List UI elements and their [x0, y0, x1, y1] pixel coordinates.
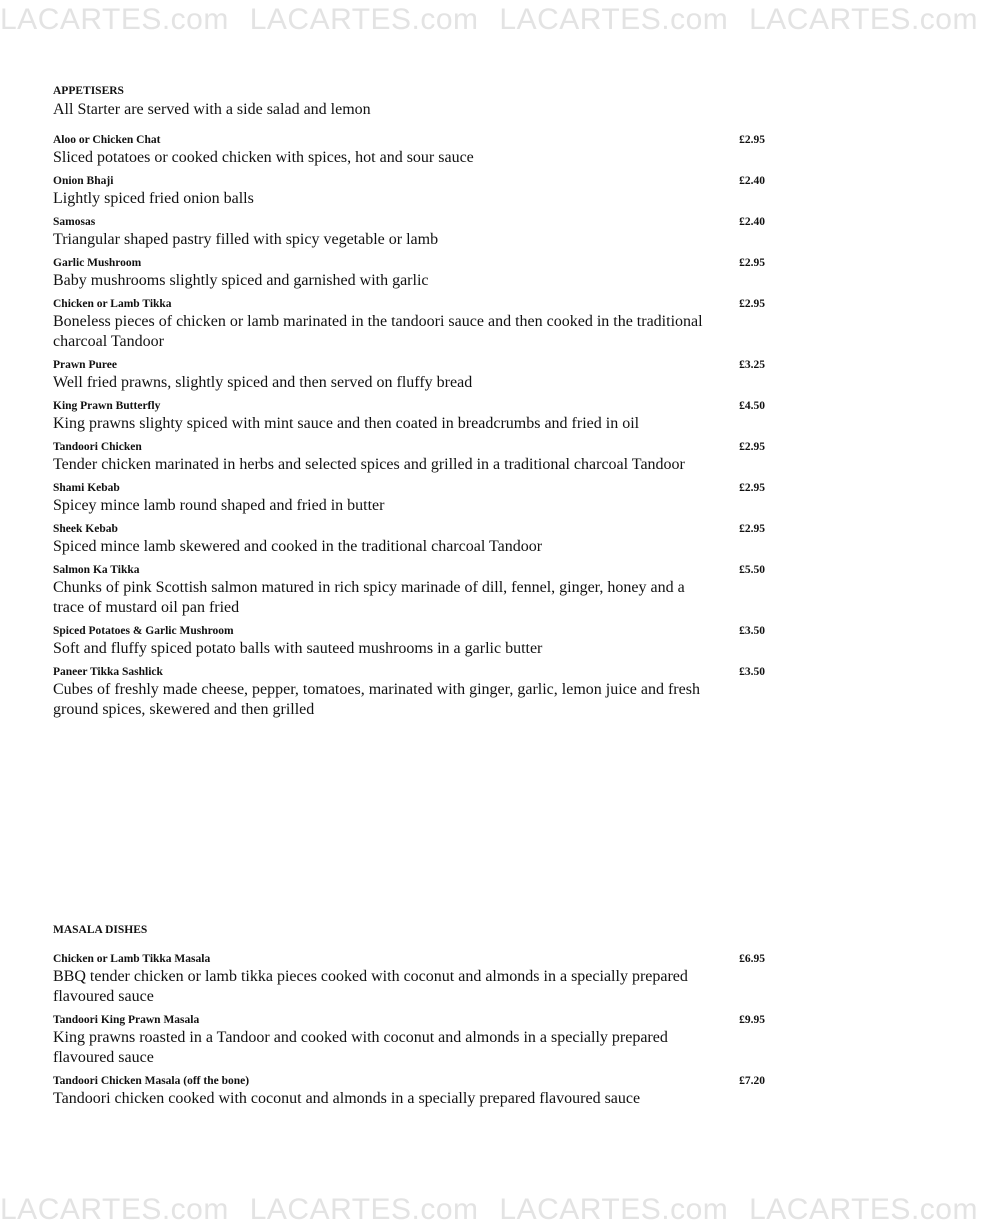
- menu-item-description: Soft and fluffy spiced potato balls with sauteed mushrooms in a garlic butter: [53, 640, 543, 657]
- watermark-text: LACARTES.com: [249, 3, 479, 36]
- menu-item-price: £9.95: [739, 1013, 765, 1026]
- watermark-top: [0, 0, 978, 40]
- menu-item-name: Prawn Puree: [53, 358, 117, 371]
- watermark-text: LACARTES.com: [749, 1193, 978, 1226]
- menu-item-description: Cubes of freshly made cheese, pepper, tomatoes, marinated with ginger, garlic, lemon juice and fresh ground spices, skewered and then grilled: [53, 681, 700, 718]
- menu-item-name: Chicken or Lamb Tikka: [53, 297, 172, 310]
- section-title: MASALA DISHES: [53, 924, 148, 936]
- menu-item: [53, 950, 765, 1011]
- menu-item-header: [53, 1011, 765, 1028]
- menu-item-header: [53, 213, 765, 230]
- menu-item-name: Salmon Ka Tikka: [53, 563, 140, 576]
- menu-item: [53, 663, 765, 724]
- menu-item-description: Sliced potatoes or cooked chicken with spices, hot and sour sauce: [53, 149, 474, 166]
- menu-item-header: [53, 520, 765, 537]
- menu-item: [53, 520, 765, 561]
- menu-item-name: Garlic Mushroom: [53, 256, 142, 269]
- menu-item-price: £2.95: [739, 522, 765, 535]
- menu-item: [53, 479, 765, 520]
- menu-item-price: £7.20: [739, 1074, 765, 1087]
- menu-item-name: Tandoori King Prawn Masala: [53, 1013, 200, 1026]
- menu-item-price: £6.95: [739, 952, 765, 965]
- menu-item: [53, 622, 765, 663]
- menu-item-name: Chicken or Lamb Tikka Masala: [53, 952, 211, 965]
- menu-item-price: £3.50: [739, 665, 765, 678]
- menu-item-name: Aloo or Chicken Chat: [53, 133, 161, 146]
- menu-item-description: King prawns roasted in a Tandoor and cooked with coconut and almonds in a specially prepared flavoured sauce: [53, 1029, 668, 1066]
- menu-item-list: [53, 950, 765, 1113]
- menu-item-name: Spiced Potatoes & Garlic Mushroom: [53, 624, 234, 637]
- menu-item-name: Onion Bhaji: [53, 174, 114, 187]
- menu-item-description: Spicey mince lamb round shaped and fried in butter: [53, 497, 385, 514]
- masala-section: [53, 922, 765, 1113]
- menu-item: [53, 131, 765, 172]
- menu-item-price: £3.25: [739, 358, 765, 371]
- menu-item: [53, 438, 765, 479]
- menu-item-name: Sheek Kebab: [53, 522, 118, 535]
- menu-item-header: [53, 172, 765, 189]
- menu-item: [53, 356, 765, 397]
- menu-item-price: £2.95: [739, 256, 765, 269]
- menu-item-name: Paneer Tikka Sashlick: [53, 665, 163, 678]
- appetisers-section: [53, 83, 765, 724]
- menu-item-header: [53, 356, 765, 373]
- menu-item: [53, 397, 765, 438]
- menu-item-description: Spiced mince lamb skewered and cooked in the traditional charcoal Tandoor: [53, 538, 543, 555]
- menu-item-price: £4.50: [739, 399, 765, 412]
- menu-item: [53, 561, 765, 622]
- menu-item-price: £2.40: [739, 174, 765, 187]
- menu-item-name: Tandoori Chicken Masala (off the bone): [53, 1074, 250, 1087]
- watermark-text: LACARTES.com: [749, 3, 978, 36]
- menu-item-header: [53, 254, 765, 271]
- menu-item-name: King Prawn Butterfly: [53, 399, 161, 412]
- menu-item-header: [53, 397, 765, 414]
- watermark-bottom: [0, 1190, 978, 1230]
- menu-item: [53, 213, 765, 254]
- menu-item-name: Tandoori Chicken: [53, 440, 142, 453]
- menu-item-description: King prawns slighty spiced with mint sauce and then coated in breadcrumbs and fried in oil: [53, 415, 640, 432]
- watermark-text: LACARTES.com: [0, 3, 229, 36]
- menu-item: [53, 1011, 765, 1072]
- menu-item-price: £2.95: [739, 481, 765, 494]
- watermark-text: LACARTES.com: [0, 1193, 229, 1226]
- menu-item-header: [53, 131, 765, 148]
- menu-item-price: £2.95: [739, 440, 765, 453]
- menu-item-description: Chunks of pink Scottish salmon matured in rich spicy marinade of dill, fennel, ginger, honey and a trace of mustard oil pan fried: [53, 579, 685, 616]
- menu-item: [53, 295, 765, 356]
- menu-item-header: [53, 561, 765, 578]
- watermark-text: LACARTES.com: [249, 1193, 479, 1226]
- section-title: APPETISERS: [53, 85, 124, 97]
- menu-item-description: Lightly spiced fried onion balls: [53, 190, 254, 207]
- menu-item-price: £2.95: [739, 133, 765, 146]
- menu-item-description: Well fried prawns, slightly spiced and then served on fluffy bread: [53, 374, 473, 391]
- menu-item: [53, 172, 765, 213]
- menu-item-header: [53, 622, 765, 639]
- menu-item: [53, 254, 765, 295]
- menu-item-price: £2.40: [739, 215, 765, 228]
- menu-item-name: Samosas: [53, 215, 96, 228]
- menu-item-header: [53, 1072, 765, 1089]
- menu-item-name: Shami Kebab: [53, 481, 120, 494]
- menu-item: [53, 1072, 765, 1113]
- menu-item-description: Triangular shaped pastry filled with spicy vegetable or lamb: [53, 231, 439, 248]
- menu-item-price: £5.50: [739, 563, 765, 576]
- watermark-text: LACARTES.com: [499, 3, 729, 36]
- section-note: All Starter are served with a side salad and lemon: [53, 101, 371, 118]
- menu-item-description: Boneless pieces of chicken or lamb marinated in the tandoori sauce and then cooked in the traditional charcoal Tandoor: [53, 313, 703, 350]
- menu-item-price: £3.50: [739, 624, 765, 637]
- menu-item-header: [53, 479, 765, 496]
- watermark-text: LACARTES.com: [499, 1193, 729, 1226]
- menu-item-description: Baby mushrooms slightly spiced and garnished with garlic: [53, 272, 429, 289]
- menu-item-description: BBQ tender chicken or lamb tikka pieces cooked with coconut and almonds in a specially prepared flavoured sauce: [53, 968, 688, 1005]
- menu-item-list: [53, 131, 765, 724]
- menu-item-price: £2.95: [739, 297, 765, 310]
- menu-item-header: [53, 663, 765, 680]
- menu-item-description: Tandoori chicken cooked with coconut and almonds in a specially prepared flavoured sauce: [53, 1090, 641, 1107]
- menu-item-header: [53, 950, 765, 967]
- menu-item-header: [53, 295, 765, 312]
- menu-item-header: [53, 438, 765, 455]
- menu-item-description: Tender chicken marinated in herbs and selected spices and grilled in a traditional charcoal Tandoor: [53, 456, 685, 473]
